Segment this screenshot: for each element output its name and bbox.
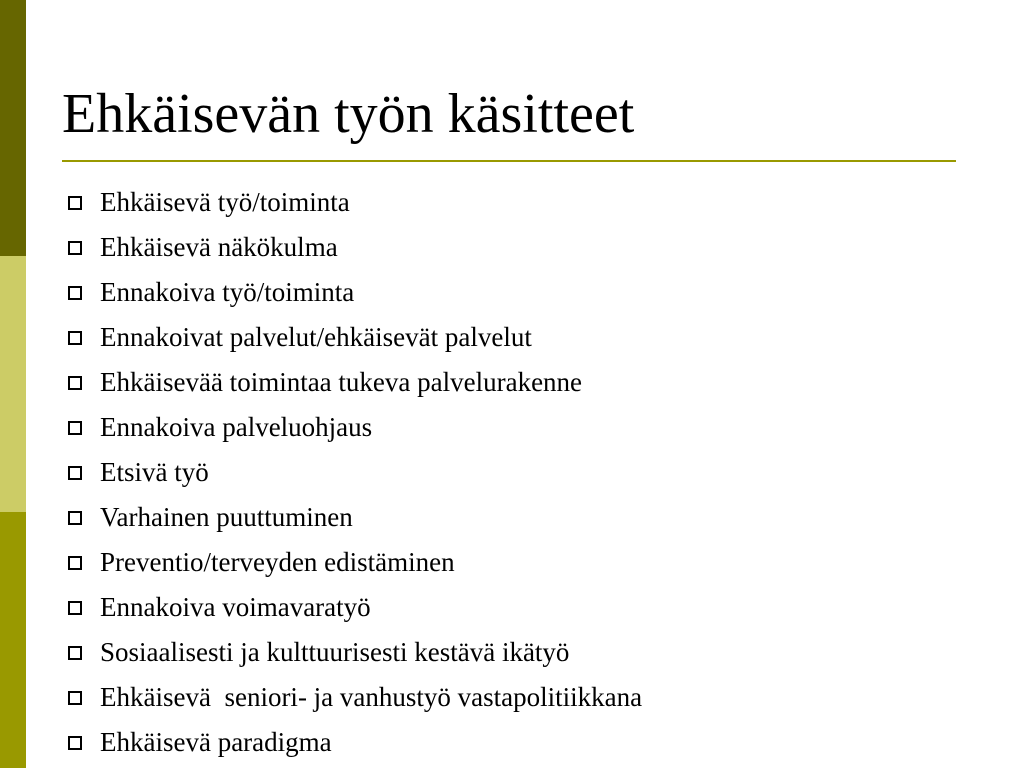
bullet-item: [62, 585, 642, 630]
bullet-item: [62, 270, 642, 315]
hollow-square-bullet-icon: [68, 286, 82, 300]
bullet-label: Ehkäisevä paradigma: [100, 727, 332, 757]
bullet-label: Sosiaalisesti ja kulttuurisesti kestävä ikätyö: [100, 637, 570, 667]
bullet-item: [62, 675, 642, 720]
bullet-label: Preventio/terveyden edistäminen: [100, 547, 455, 577]
bullet-label: Ehkäisevä näkökulma: [100, 232, 338, 262]
bullet-item: [62, 540, 642, 585]
hollow-square-bullet-icon: [68, 646, 82, 660]
hollow-square-bullet-icon: [68, 601, 82, 615]
bullet-label: Etsivä työ: [100, 457, 209, 487]
bullet-item: [62, 405, 642, 450]
hollow-square-bullet-icon: [68, 466, 82, 480]
hollow-square-bullet-icon: [68, 511, 82, 525]
bullet-item: [62, 720, 642, 765]
bullet-label: Ennakoiva palveluohjaus: [100, 412, 373, 442]
bullet-label: Ehkäisevää toimintaa tukeva palvelurakenne: [100, 367, 583, 397]
bullet-label: Ennakoiva työ/toiminta: [100, 277, 355, 307]
hollow-square-bullet-icon: [68, 376, 82, 390]
side-stripe-bottom: [0, 512, 26, 768]
bullet-item: [62, 630, 642, 675]
title-divider: [62, 160, 956, 162]
bullet-item: [62, 360, 642, 405]
bullet-item: [62, 450, 642, 495]
side-stripe-middle: [0, 256, 26, 512]
bullet-label: Ennakoivat palvelut/ehkäisevät palvelut: [100, 322, 532, 352]
side-stripe-top: [0, 0, 26, 256]
bullet-list: [62, 180, 642, 765]
hollow-square-bullet-icon: [68, 421, 82, 435]
bullet-label: Varhainen puuttuminen: [100, 502, 353, 532]
slide-title: Ehkäisevän työn käsitteet: [62, 83, 635, 145]
hollow-square-bullet-icon: [68, 556, 82, 570]
bullet-label: Ehkäisevä seniori- ja vanhustyö vastapolitiikkana: [100, 682, 643, 712]
bullet-label: Ennakoiva voimavaratyö: [100, 592, 371, 622]
bullet-label: Ehkäisevä työ/toiminta: [100, 187, 350, 217]
bullet-item: [62, 225, 642, 270]
hollow-square-bullet-icon: [68, 691, 82, 705]
bullet-item: [62, 180, 642, 225]
bullet-item: [62, 315, 642, 360]
hollow-square-bullet-icon: [68, 196, 82, 210]
hollow-square-bullet-icon: [68, 241, 82, 255]
hollow-square-bullet-icon: [68, 331, 82, 345]
bullet-item: [62, 495, 642, 540]
hollow-square-bullet-icon: [68, 736, 82, 750]
